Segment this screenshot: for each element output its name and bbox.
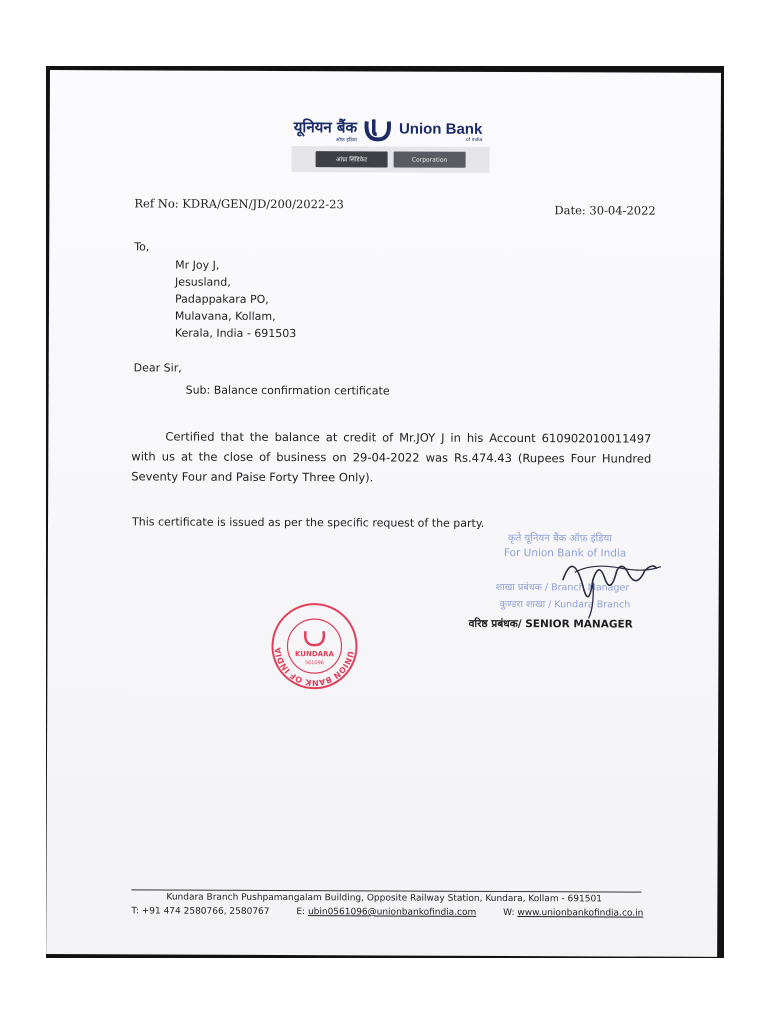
address-line: Mulavana, Kollam, xyxy=(174,309,276,323)
branch-manager-text: शाखा प्रबंधक / Branch Manager xyxy=(495,581,630,594)
seal-code: 561096 xyxy=(304,660,324,667)
logo-hindi-text: यूनियन बैंक xyxy=(293,118,358,137)
address-line: Mr Joy J, xyxy=(175,258,220,272)
seal-branch: KUNDARA xyxy=(294,650,334,659)
letter-sheet xyxy=(46,70,721,957)
bank-logo xyxy=(294,115,494,146)
footer-phone: T: +91 474 2580766, 2580767 xyxy=(131,906,270,917)
footer-website[interactable]: www.unionbankofindia.co.in xyxy=(517,908,644,919)
signatory-role: वरिष्ठ प्रबंधक/ SENIOR MANAGER xyxy=(468,617,633,631)
union-bank-emblem-icon xyxy=(363,117,393,143)
issued-note: This certificate is issued as per the specific request of the party. xyxy=(132,515,485,530)
address-line: Jesusland, xyxy=(175,275,231,289)
subject-line: Sub: Balance confirmation certificate xyxy=(185,383,390,398)
address-line: Kerala, India - 691503 xyxy=(174,326,297,341)
address-line: Padappakara PO, xyxy=(174,292,269,306)
amalgamation-strip xyxy=(292,146,490,173)
logo-english-subtext: of India xyxy=(465,136,483,143)
logo-hindi-subtext: ऑफ़ इंडिया xyxy=(335,137,357,144)
bank-seal-stamp xyxy=(269,601,359,691)
handwritten-signature xyxy=(553,540,663,620)
reference-number: Ref No: KDRA/GEN/JD/200/2022-23 xyxy=(134,196,344,212)
stamp-english-text: For Union Bank of India xyxy=(503,546,627,560)
logo-english-text: Union Bank xyxy=(398,120,483,138)
corporation-badge: Corporation xyxy=(394,152,466,168)
stamp-hindi-text: कृते यूनियन बैंक ऑफ़ इंडिया xyxy=(507,533,612,545)
to-label: To, xyxy=(134,240,150,254)
footer-contacts xyxy=(131,906,643,918)
footer-web-label: W: xyxy=(503,907,515,919)
footer-address: Kundara Branch Pushpamangalam Building, Opposite Railway Station, Kundara, Kollam - 691501 xyxy=(166,892,602,905)
certificate-body: Certified that the balance at credit of Mr.JOY J in his Account 610902010011497 with us at the close of business on 29-04-2022 was Rs.474.43 (Rupees Four Hundred Seventy Four and Paise Forty Three Only). xyxy=(131,429,652,485)
footer-email-label: E: xyxy=(296,907,306,918)
letter-date: Date: 30-04-2022 xyxy=(554,203,656,218)
recipient-address xyxy=(175,257,297,343)
andhra-syndicate-badge: आंध्रा सिंडिकेट xyxy=(316,151,388,167)
salutation: Dear Sir, xyxy=(133,361,182,375)
branch-name-text: कुण्डरा शाखा / Kundara Branch xyxy=(499,598,631,611)
seal-text: UNION BANK OF INDIA xyxy=(273,647,356,688)
footer-email[interactable]: ubin0561096@unionbankofindia.com xyxy=(307,907,477,918)
